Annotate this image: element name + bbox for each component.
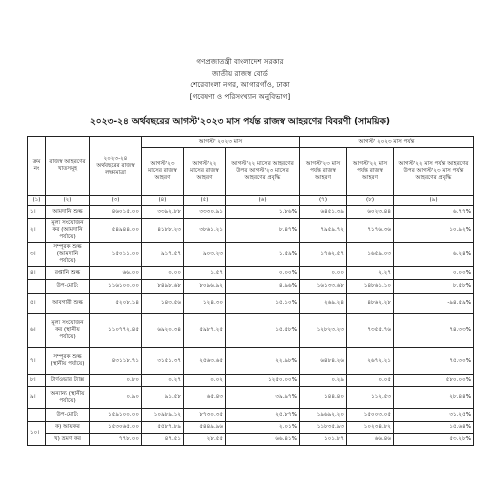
cumulative-growth-cell: ৬.৭৭%: [394, 206, 474, 219]
upto-aug22-cell: ১০২৩৪.৮২: [347, 422, 394, 434]
month-growth-cell: ২২.৯৮%: [226, 348, 300, 375]
office-address: শেরেবাংলা নগর, আগারগাঁও, ঢাকা: [190, 80, 290, 89]
serial-cell: ৩।: [28, 243, 46, 267]
serial-cell: ১০।: [28, 422, 46, 446]
col-header-month-growth: আগস্ট'২২ মাসের আহরণের উপর আগস্ট'২৩ মাসের আহরণের প্রবৃদ্ধি: [226, 148, 300, 196]
aug22-cell: ৫৪৪৯.৯৬: [184, 422, 226, 434]
upto-aug23-cell: ১০১.৮৭: [300, 434, 347, 446]
revenue-table-wrap: [27, 136, 473, 446]
upto-aug23-cell: ১৯৬৯২.২০: [300, 409, 347, 422]
serial-cell: ৮।: [28, 375, 46, 387]
upto-aug22-cell: ৭৩৫৫.৭৬: [347, 314, 394, 348]
table-body: [28, 206, 474, 446]
col-number: (৪): [142, 196, 184, 206]
cumulative-growth-cell: ১৫.৬৪%: [394, 422, 474, 434]
table-row: [28, 314, 474, 348]
cumulative-growth-cell: ৫৩.২৮%: [394, 434, 474, 446]
col-header-upto-aug22: আগস্ট'২২ মাস পর্যন্ত রাজস্ব আহরণ: [347, 148, 394, 196]
cumulative-growth-cell: ৭৫.৩০%: [394, 348, 474, 375]
column-number-row: [28, 196, 474, 206]
aug23-cell: ৪৭.৫১: [142, 434, 184, 446]
sector-cell: সম্পূরক শুল্ক (স্থানীয় পর্যায়ে): [46, 348, 90, 375]
aug22-cell: ৫৯৮৭.২৫: [184, 314, 226, 348]
serial-cell: ২।: [28, 219, 46, 243]
cumulative-growth-cell: ৭৪.৩৩%: [394, 314, 474, 348]
table-row: [28, 434, 474, 446]
serial-cell: ৯।: [28, 387, 46, 409]
col-number: (৫): [184, 196, 226, 206]
aug22-cell: ২৫৬৩.৬৫: [184, 348, 226, 375]
serial-cell: ৪।: [28, 267, 46, 280]
upto-aug22-cell: ৪৮৬২.২৮: [347, 294, 394, 314]
cumulative-growth-cell: -৯৪.৫৯%: [394, 294, 474, 314]
upto-aug22-cell: ৬৬.৪৬: [347, 434, 394, 446]
upto-aug22-cell: ১৫০০৩.০৫: [347, 409, 394, 422]
upto-aug23-cell: ০.০০: [300, 267, 347, 280]
sector-cell: টার্ণওভার ট্যাক্স: [46, 375, 90, 387]
month-growth-cell: ৬৬.৪১%: [226, 434, 300, 446]
aug22-cell: ৯০৩.২৩: [184, 243, 226, 267]
target-cell: ১৫০১১.০০: [90, 243, 142, 267]
serial-cell: [28, 280, 46, 294]
upto-aug23-cell: ১১৮৩৫.৯৩: [300, 422, 347, 434]
upto-aug22-cell: ৭১৭৬.৩৬: [347, 219, 394, 243]
aug22-cell: ১২৪.৩০: [184, 294, 226, 314]
subtotal-row: [28, 280, 474, 294]
col-number: (৩): [90, 196, 142, 206]
upto-aug23-cell: ১৭৬২.৫৭: [300, 243, 347, 267]
upto-aug23-cell: ৬৪৮৪.২৬: [300, 348, 347, 375]
table-row: [28, 387, 474, 409]
target-cell: ০.৯০: [90, 387, 142, 409]
target-cell: ৬৬.০০: [90, 267, 142, 280]
aug23-cell: ৬৯২০.৩৪: [142, 314, 184, 348]
document-header: [0, 56, 480, 102]
serial-cell: ১।: [28, 206, 46, 219]
aug22-cell: ০.০২: [184, 375, 226, 387]
target-cell: ৪৬০১৫.০০: [90, 206, 142, 219]
cumulative-growth-cell: ৮.৫৮%: [394, 280, 474, 294]
subtotal-label: উপ-মোট:: [46, 280, 90, 294]
table-row: [28, 243, 474, 267]
cumulative-growth-cell: ০.০০%: [394, 267, 474, 280]
upto-aug22-cell: ২.২৭: [347, 267, 394, 280]
sector-cell: অন্যান্য (স্থানীয় পর্যায়ে): [46, 387, 90, 409]
aug23-cell: ০.০০: [142, 267, 184, 280]
group-header-month: আগস্ট' ২০২৩ মাস: [142, 137, 300, 148]
upto-aug23-cell: ১২৮২৩.২৩: [300, 314, 347, 348]
upto-aug23-cell: ১৬১৩৩.৬৮: [300, 280, 347, 294]
upto-aug22-cell: ১৪৮৬১.১০: [347, 280, 394, 294]
aug23-cell: ৮৪৯৮.৬৮: [142, 280, 184, 294]
upto-aug22-cell: ২৬৭২.২১: [347, 348, 394, 375]
target-cell: ৫২০৮.১৪: [90, 294, 142, 314]
month-growth-cell: ২.০১%: [226, 422, 300, 434]
cumulative-growth-cell: ১০.৯২%: [394, 219, 474, 243]
govt-name: গণপ্রজাতন্ত্রী বাংলাদেশ সরকার: [196, 57, 284, 66]
aug23-cell: ৯১৭.৫৭: [142, 243, 184, 267]
sector-cell: রপ্তানি শুল্ক: [46, 267, 90, 280]
aug22-cell: ১.৫৭: [184, 267, 226, 280]
col-number: (২): [46, 196, 90, 206]
subtotal-label: উপ-মোট:: [46, 409, 90, 422]
month-growth-cell: ৪.৯৬%: [226, 280, 300, 294]
col-header-aug23: আগস্ট'২৩ মাসের রাজস্ব আহরণ: [142, 148, 184, 196]
aug22-cell: ৩৮৬১.২১: [184, 219, 226, 243]
col-header-serial: ক্রম নং: [28, 137, 46, 196]
cumulative-growth-cell: ৩১.২৫%: [394, 409, 474, 422]
table-row: [28, 219, 474, 243]
month-growth-cell: ২৫.৮৭%: [226, 409, 300, 422]
upto-aug22-cell: ০.০৫: [347, 375, 394, 387]
col-header-upto-aug23: আগস্ট'২৩ মাস পর্যন্ত রাজস্ব আহরণ: [300, 148, 347, 196]
subtotal-row: [28, 409, 474, 422]
sector-cell: আমদানি শুল্ক: [46, 206, 90, 219]
board-name: জাতীয় রাজস্ব বোর্ড: [212, 68, 268, 78]
cumulative-growth-cell: ২৮.৪৪%: [394, 387, 474, 409]
table-row: [28, 294, 474, 314]
serial-cell: ৬।: [28, 314, 46, 348]
month-growth-cell: ৮.৪৭%: [226, 219, 300, 243]
sector-cell: সম্পূরক শুল্ক (আমদানি পর্যায়ে): [46, 243, 90, 267]
col-number: (৭): [300, 196, 347, 206]
table-row: [28, 422, 474, 434]
group-header-cumulative: আগস্ট' ২০২৩ মাস পর্যন্ত: [300, 137, 474, 148]
sector-cell: মূল্য সংযোজন কর (স্থানীয় পর্যায়ে): [46, 314, 90, 348]
upto-aug23-cell: ১৪৪.৪০: [300, 387, 347, 409]
sector-cell: আবগারী শুল্ক: [46, 294, 90, 314]
col-number: (৯): [394, 196, 474, 206]
month-growth-cell: ১.৮৬%: [226, 206, 300, 219]
upto-aug22-cell: ১৬৫৯.০৩: [347, 243, 394, 267]
sector-cell: খ) ভ্রমণ কর: [46, 434, 90, 446]
aug23-cell: ৯১.৫৮: [142, 387, 184, 409]
month-growth-cell: ১৫.৫৮%: [226, 314, 300, 348]
revenue-table: [27, 136, 474, 446]
aug23-cell: ৩১৫১.৩৭: [142, 348, 184, 375]
upto-aug23-cell: ২৬৯.২৪: [300, 294, 347, 314]
target-cell: ৫৪৯৪৪.০০: [90, 219, 142, 243]
aug23-cell: ৩৩৯২.৮৮: [142, 206, 184, 219]
col-header-cumulative-growth: আগস্ট'২২ মাস পর্যন্ত আহরণের উপর আগস্ট'২৩ মাস পর্যন্ত আহরণের প্রবৃদ্ধি: [394, 148, 474, 196]
target-cell: ৭৭৮.০০: [90, 434, 142, 446]
sector-cell: মূল্য সংযোজন কর (আমদানি পর্যায়ে): [46, 219, 90, 243]
aug23-cell: ১৪৩.৫৬: [142, 294, 184, 314]
month-growth-cell: ০.০০%: [226, 267, 300, 280]
table-row: [28, 348, 474, 375]
upto-aug22-cell: ৬০২৩.৪৪: [347, 206, 394, 219]
month-growth-cell: ১৫.১০%: [226, 294, 300, 314]
target-cell: ৪৩১১৮.৭১: [90, 348, 142, 375]
target-cell: ১৫৩০৬৫.০০: [90, 422, 142, 434]
table-row: [28, 267, 474, 280]
aug22-cell: ৮০৯৬.৯২: [184, 280, 226, 294]
aug23-cell: ৫৫৮৭.৮৯: [142, 422, 184, 434]
upto-aug23-cell: ৭৯৫৯.৭২: [300, 219, 347, 243]
aug22-cell: ৮৭৩০.৩৫: [184, 409, 226, 422]
col-number: (১): [28, 196, 46, 206]
upto-aug23-cell: ৬৪৫১.৩৯: [300, 206, 347, 219]
target-cell: ১৫৯১০০.০০: [90, 409, 142, 422]
upto-aug23-cell: ০.২৯: [300, 375, 347, 387]
month-growth-cell: ১.৫৯%: [226, 243, 300, 267]
aug22-cell: ৬৫.৪৩: [184, 387, 226, 409]
serial-cell: [28, 409, 46, 422]
table-row: [28, 206, 474, 219]
table-row: [28, 375, 474, 387]
sector-cell: ক) আয়কর: [46, 422, 90, 434]
division-name: [গবেষণা ও পরিসংখ্যান অনুবিভাগ]: [189, 91, 291, 101]
aug22-cell: ২৮.৫৫: [184, 434, 226, 446]
col-header-target: ২০২৩-২৪ অর্থবছরের রাজস্ব লক্ষ্যমাত্রা: [90, 137, 142, 196]
serial-cell: ৫।: [28, 294, 46, 314]
aug23-cell: ১০৯৮৯.১২: [142, 409, 184, 422]
document-title: ২০২৩-২৪ অর্থবছরের আগস্ট'২০২৩ মাস পর্যন্ত রাজস্ব আহরণের বিবরণী (সাময়িক): [89, 117, 391, 127]
cumulative-growth-cell: ৬.২৪%: [394, 243, 474, 267]
col-header-sector: রাজস্ব আহরণের খাতসমূহ: [46, 137, 90, 196]
month-growth-cell: ১২৫০.০০%: [226, 375, 300, 387]
aug23-cell: ৪১৮৮.২৩: [142, 219, 184, 243]
col-number: (৬): [226, 196, 300, 206]
target-cell: ১১০৭৭২.৪৫: [90, 314, 142, 348]
target-cell: ০.৮০: [90, 375, 142, 387]
upto-aug22-cell: ১১২.৫৩: [347, 387, 394, 409]
aug23-cell: ০.২৭: [142, 375, 184, 387]
aug22-cell: ৩৩৩০.৯১: [184, 206, 226, 219]
col-number: (৮): [347, 196, 394, 206]
serial-cell: ৭।: [28, 348, 46, 375]
target-cell: ১১৬১০০.০০: [90, 280, 142, 294]
col-header-aug22: আগস্ট'২২ মাসের রাজস্ব আহরণ: [184, 148, 226, 196]
cumulative-growth-cell: ৫৮০.০০%: [394, 375, 474, 387]
month-growth-cell: ৩৯.৯৭%: [226, 387, 300, 409]
